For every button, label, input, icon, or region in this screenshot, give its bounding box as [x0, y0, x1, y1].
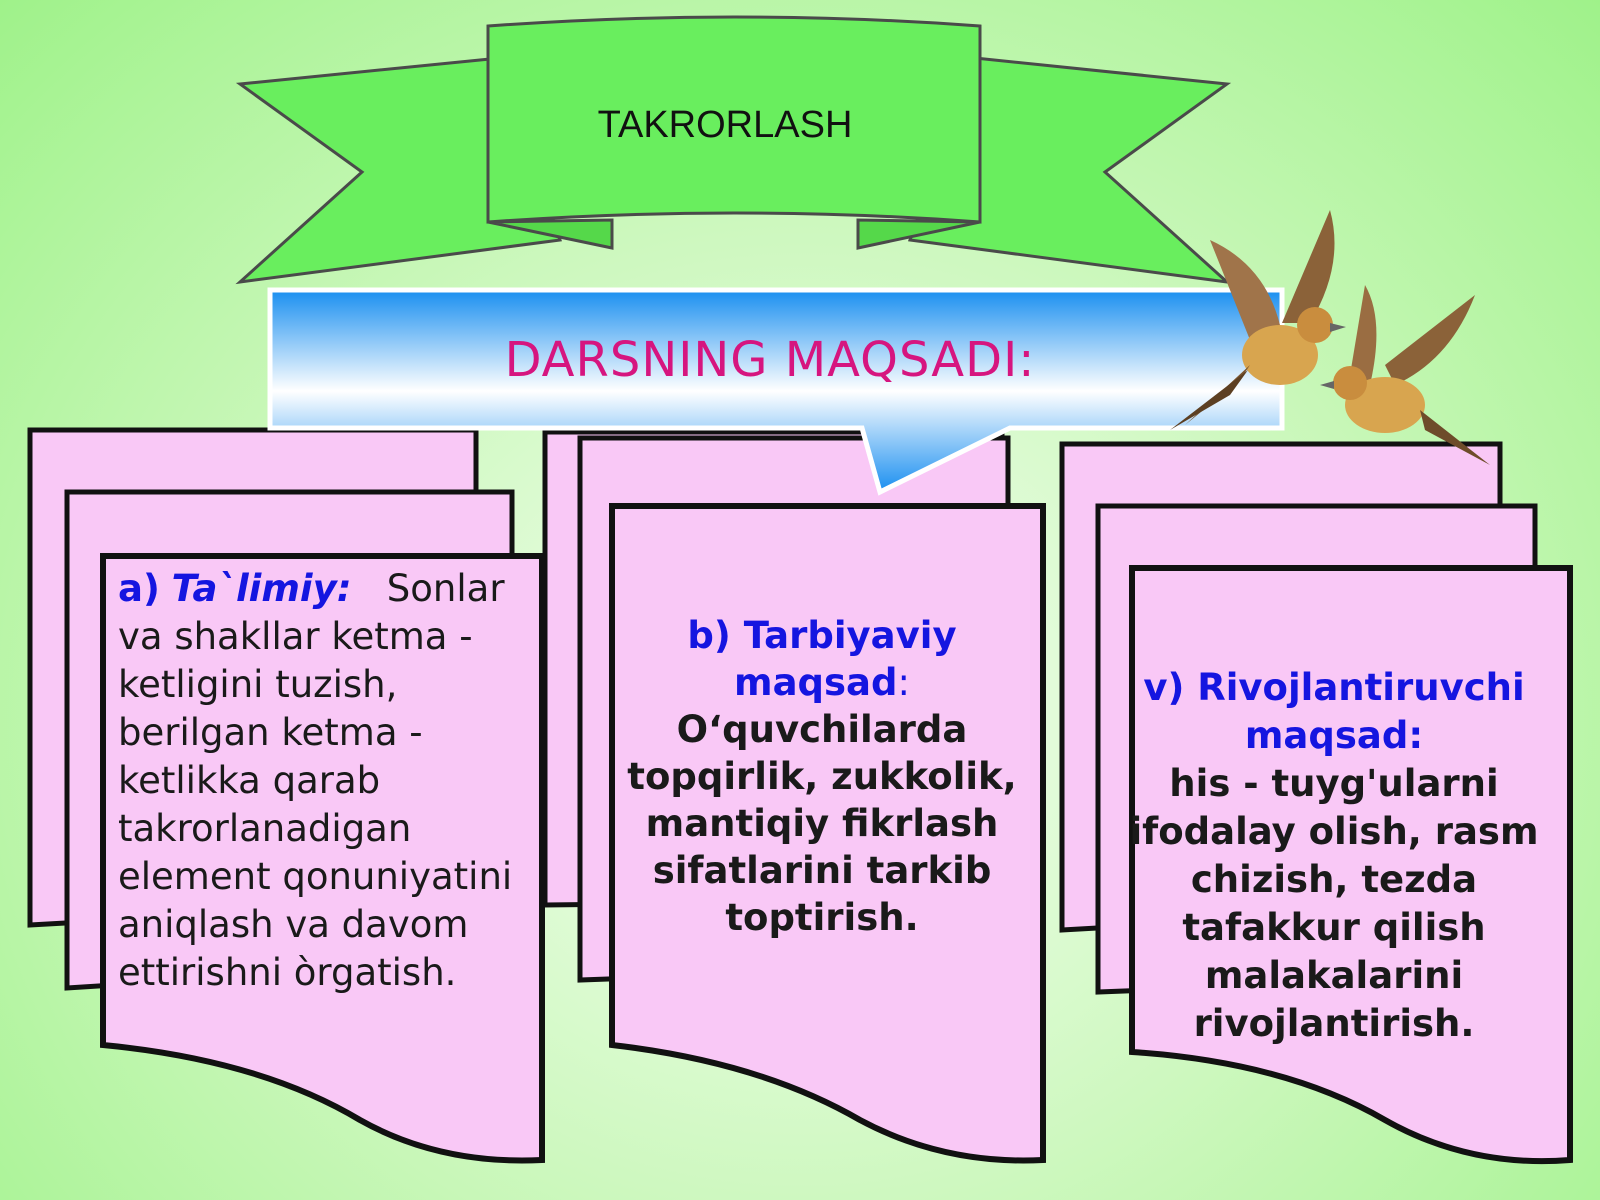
card-c-label-line2: maqsad: — [1244, 714, 1424, 757]
card-rivojlantiruvchi — [1128, 664, 1540, 1048]
card-a-prefix: a) — [118, 567, 160, 610]
card-a-label: Ta`limiy: — [171, 567, 352, 610]
callout-title: DARSNING MAQSADI: — [504, 332, 1036, 388]
card-b-colon: : — [897, 661, 910, 704]
card-tarbiyaviy — [612, 612, 1032, 941]
card-a-body: Sonlar va shakllar ketma - ketligini tuzish, berilgan ketma - ketlikka qarab takrorlanadigan element qonuniyatini aniqlash va davom ettirishni òrgatish. — [118, 567, 513, 994]
ribbon-title: TAKRORLASH — [597, 104, 853, 146]
card-b-label-line2: maqsad — [734, 661, 898, 704]
card-b-label-line1: b) Tarbiyaviy — [687, 614, 957, 657]
card-c-body: his - tuyg'ularni ifodalay olish, rasm chizish, tezda tafakkur qilish malakalarini rivojlantirish. — [1129, 762, 1539, 1045]
two-birds-icon — [1170, 205, 1510, 485]
card-c-label-line1: v) Rivojlantiruvchi — [1143, 666, 1525, 709]
card-b-body: O‘quvchilarda topqirlik, zukkolik, mantiqiy fikrlash sifatlarini tarkib toptirish. — [627, 708, 1017, 939]
card-talimiy — [118, 565, 523, 997]
